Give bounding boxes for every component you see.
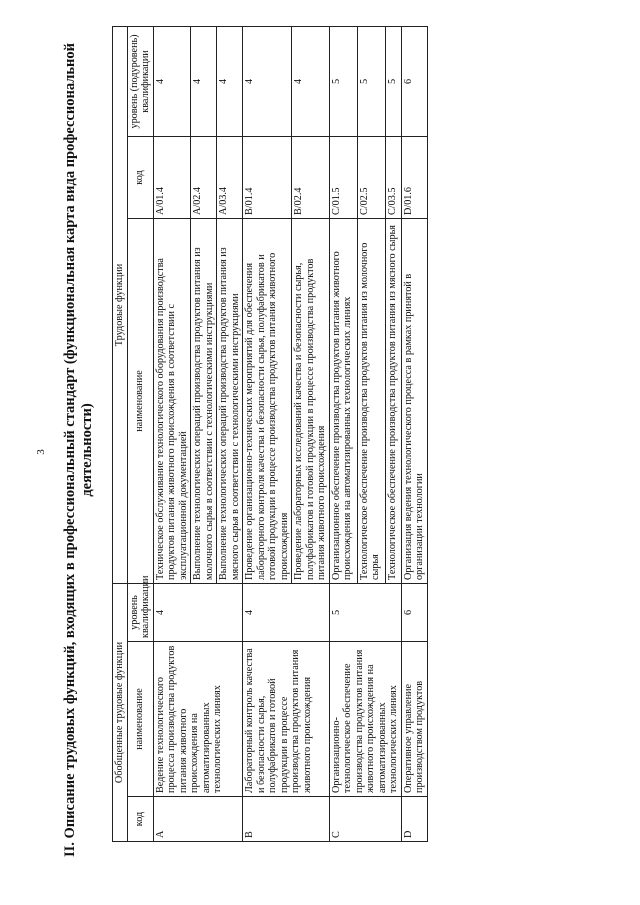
labor-header: Трудовые функции [113, 26, 128, 583]
group-code: A [153, 797, 243, 842]
function-code: A/03.4 [217, 136, 243, 218]
function-level: 5 [385, 26, 401, 136]
function-level: 5 [329, 26, 357, 136]
function-level: 4 [153, 26, 191, 136]
function-map-table [112, 26, 428, 842]
function-name: Технологическое обеспечение производства продуктов питания из молочного сырья [357, 218, 385, 583]
function-level: 4 [217, 26, 243, 136]
name-header: наименование [127, 642, 153, 797]
generalized-header: Обобщенные трудовые функции [113, 583, 128, 841]
function-name: Организационное обеспечение производства продуктов питания животного происхождения на автоматизированных технологических линиях [329, 218, 357, 583]
function-level: 4 [191, 26, 217, 136]
group-name: Лабораторный контроль качества и безопасности сырья, полуфабрикатов и готовой продукции в процессе производства продуктов питания животного происхождения [243, 642, 330, 797]
table-row [153, 26, 191, 841]
group-name: Ведение технологического процесса производства продуктов питания животного происхождения на автоматизированных технологических линиях [153, 642, 243, 797]
function-name: Организация ведения технологического процесса в рамках принятой в организации технологии [401, 218, 427, 583]
group-code: B [243, 797, 330, 842]
function-code: C/03.5 [385, 136, 401, 218]
group-name: Организационно-технологическое обеспечение производства продуктов питания животного происхождения на автоматизированных технологических линиях [329, 642, 401, 797]
function-code: B/01.4 [243, 136, 292, 218]
page-number: 3 [34, 449, 47, 455]
function-code: C/02.5 [357, 136, 385, 218]
group-level: 4 [243, 583, 330, 641]
group-code: C [329, 797, 401, 842]
table-row [243, 26, 292, 841]
function-code: B/02.4 [292, 136, 330, 218]
header-row-1 [113, 26, 128, 841]
header-row-2 [127, 26, 153, 841]
function-name: Проведение лабораторных исследований качества и безопасности сырья, полуфабрикатов и готовой продукции в процессе производства продуктов питания животного происхождения [292, 218, 330, 583]
group-level: 4 [153, 583, 243, 641]
group-level: 6 [401, 583, 427, 641]
sub-level-header: уровень (подуровень) квалификации [127, 26, 153, 136]
function-level: 5 [357, 26, 385, 136]
function-name: Выполнение технологических операций производства продуктов питания из молочного сырья в соответствии с технологическими инструкциями [191, 218, 217, 583]
section-title: II. Описание трудовых функций, входящих в профессиональный стандарт (функциональная карта вида профессиональной деятельности) [62, 43, 95, 857]
function-level: 4 [292, 26, 330, 136]
function-code: C/01.5 [329, 136, 357, 218]
table-row [329, 26, 357, 841]
qual-level-header: уровень квалификации [127, 583, 153, 641]
function-name: Выполнение технологических операций производства продуктов питания из мясного сырья в соответствии с технологическими инструкциями [217, 218, 243, 583]
function-code: A/02.4 [191, 136, 217, 218]
group-code: D [401, 797, 427, 842]
function-code-header: код [127, 136, 153, 218]
function-code: A/01.4 [153, 136, 191, 218]
table-body [153, 26, 427, 841]
function-code: D/01.6 [401, 136, 427, 218]
function-name: Техническое обслуживание технологического оборудования производства продуктов питания животного происхождения в соответствии с эксплуатационной документацией [153, 218, 191, 583]
function-name: Проведение организационно-технических мероприятий для обеспечения лабораторного контроля качества и безопасности сырья, полуфабрикатов и готовой продукции в процессе производства продуктов питания животного происхождения [243, 218, 292, 583]
rotated-page [62, 15, 622, 880]
function-level: 6 [401, 26, 427, 136]
code-header: код [127, 797, 153, 842]
function-name-header: наименование [127, 218, 153, 583]
function-level: 4 [243, 26, 292, 136]
table-row [401, 26, 427, 841]
function-name: Технологическое обеспечение производства продуктов питания из мясного сырья [385, 218, 401, 583]
group-name: Оперативное управление производством продуктов [401, 642, 427, 797]
group-level: 5 [329, 583, 401, 641]
